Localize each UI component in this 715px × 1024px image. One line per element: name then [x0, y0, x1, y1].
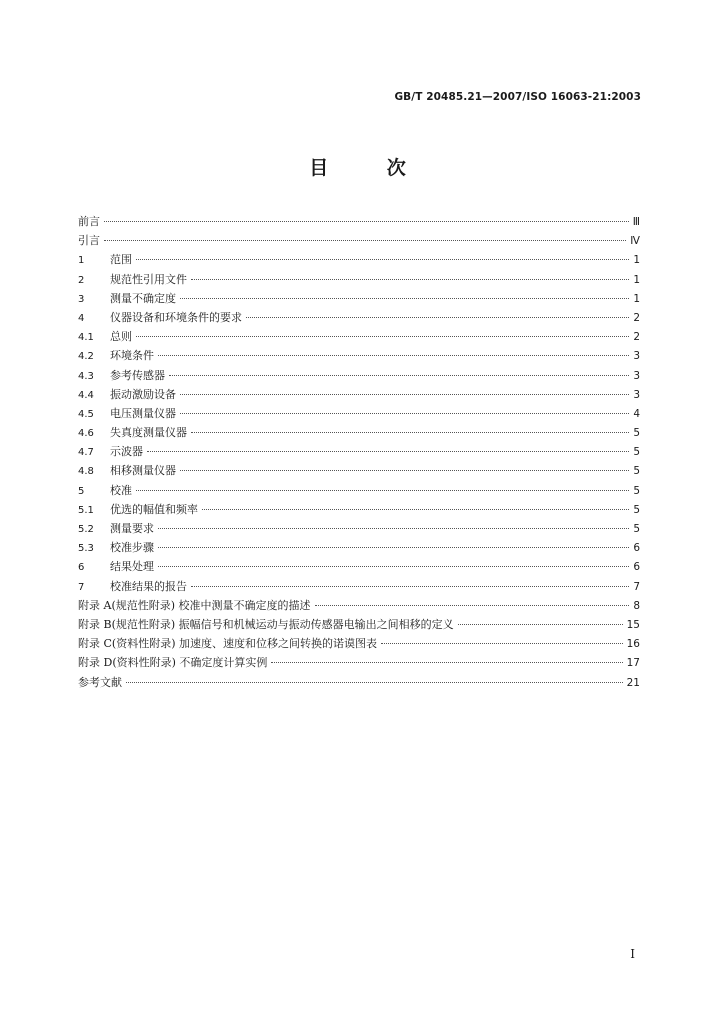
toc-entry-title: 附录 A(规范性附录) 校准中测量不确定度的描述	[78, 598, 311, 612]
toc-entry-title: 附录 D(资料性附录) 不确定度计算实例	[78, 656, 268, 670]
toc-entry-number: 5.2	[78, 524, 94, 535]
toc-leader-dots	[158, 547, 629, 548]
toc-entry-page: Ⅳ	[630, 235, 640, 248]
toc-entry-title: 失真度测量仪器	[110, 426, 187, 440]
toc-entry[interactable]	[78, 596, 640, 615]
toc-entry-title: 附录 C(资料性附录) 加速度、速度和位移之间转换的诺谟图表	[78, 637, 377, 651]
toc-entry-title: 示波器	[110, 445, 143, 459]
toc-entry[interactable]	[78, 423, 640, 442]
toc-entry-title: 引言	[78, 234, 100, 248]
toc-entry-page: 1	[633, 273, 640, 286]
toc-leader-dots	[158, 355, 629, 356]
toc-entry-number: 4	[78, 312, 85, 324]
toc-leader-dots	[136, 336, 629, 337]
toc-entry-title: 优选的幅值和频率	[110, 502, 198, 516]
toc-entry[interactable]	[78, 289, 640, 308]
toc-leader-dots	[271, 662, 622, 663]
toc-entry[interactable]	[78, 270, 640, 289]
toc-entry-title: 环境条件	[110, 349, 154, 363]
toc-entry-page: 15	[626, 618, 640, 631]
toc-leader-dots	[381, 643, 623, 644]
toc-leader-dots	[180, 413, 629, 414]
toc-entry-number: 3	[78, 293, 85, 305]
toc-entry-page: 2	[633, 311, 640, 324]
page-title: 目 次	[309, 157, 432, 179]
toc-entry[interactable]	[78, 442, 640, 461]
toc-entry[interactable]	[78, 519, 640, 538]
toc-entry-title: 测量要求	[110, 522, 154, 535]
toc-entry[interactable]	[78, 577, 640, 596]
toc-entry[interactable]	[78, 385, 640, 404]
toc-entry-page: 17	[626, 657, 640, 670]
toc-leader-dots	[158, 566, 629, 567]
toc-entry[interactable]	[78, 366, 640, 385]
toc-entry-page: 7	[633, 580, 640, 593]
toc-entry[interactable]	[78, 327, 640, 346]
toc-entry-page: 21	[626, 676, 640, 689]
toc-entry-page: Ⅲ	[632, 216, 640, 228]
toc-entry-title: 校准结果的报告	[110, 579, 187, 593]
toc-entry-page: 3	[633, 350, 640, 363]
toc-entry-title: 结果处理	[110, 560, 154, 574]
toc-leader-dots	[126, 682, 623, 683]
toc-entry-title: 参考文献	[78, 675, 122, 689]
toc-entry[interactable]	[78, 634, 640, 653]
toc-entry-page: 1	[633, 254, 640, 267]
toc-leader-dots	[136, 490, 629, 491]
toc-leader-dots	[191, 279, 629, 280]
toc-entry[interactable]	[78, 212, 640, 231]
toc-entry-title: 相移测量仪器	[110, 464, 176, 478]
toc-entry-page: 5	[633, 446, 640, 459]
toc-entry-title: 参考传感器	[110, 368, 165, 382]
table-of-contents	[78, 212, 640, 692]
toc-leader-dots	[180, 394, 629, 395]
toc-entry-page: 1	[633, 292, 640, 305]
toc-entry-number: 6	[78, 562, 85, 574]
toc-entry-title: 测量不确定度	[110, 291, 176, 305]
toc-entry-title: 总则	[110, 330, 132, 344]
toc-leader-dots	[202, 509, 629, 510]
toc-entry-page: 2	[633, 331, 640, 344]
toc-entry-number: 5	[78, 485, 85, 497]
toc-entry-page: 3	[633, 388, 640, 401]
toc-entry-title: 电压测量仪器	[110, 406, 176, 420]
toc-leader-dots	[147, 451, 629, 452]
toc-entry-page: 4	[633, 407, 640, 420]
toc-entry-title: 校准步骤	[110, 541, 154, 555]
page-number: I	[630, 947, 635, 961]
toc-entry-page: 5	[633, 427, 640, 440]
toc-entry[interactable]	[78, 231, 640, 250]
toc-leader-dots	[180, 298, 629, 299]
toc-entry-title: 振动激励设备	[110, 387, 176, 401]
toc-entry-number: 4.1	[78, 332, 94, 344]
toc-entry-number: 2	[78, 274, 85, 286]
toc-entry-title: 附录 B(规范性附录) 振幅信号和机械运动与振动传感器电输出之间相移的定义	[78, 617, 454, 631]
toc-entry-number: 4.5	[78, 408, 94, 420]
toc-leader-dots	[246, 317, 629, 318]
toc-entry[interactable]	[78, 346, 640, 365]
toc-leader-dots	[180, 470, 629, 471]
toc-entry[interactable]	[78, 615, 640, 634]
toc-entry-page: 5	[633, 484, 640, 497]
toc-leader-dots	[191, 586, 629, 587]
toc-entry-page: 5	[633, 523, 640, 535]
toc-entry[interactable]	[78, 461, 640, 480]
toc-entry-number: 7	[78, 581, 85, 593]
toc-entry-title: 规范性引用文件	[110, 272, 187, 286]
toc-entry[interactable]	[78, 538, 640, 557]
toc-entry[interactable]	[78, 673, 640, 692]
toc-leader-dots	[136, 259, 629, 260]
toc-entry-title: 校准	[110, 483, 132, 497]
toc-entry-page: 16	[626, 638, 640, 651]
toc-entry-number: 4.3	[78, 370, 94, 382]
standard-number: GB/T 20485.21—2007/ISO 16063-21:2003	[394, 91, 641, 103]
toc-entry-title: 前言	[78, 215, 100, 228]
toc-leader-dots	[191, 432, 629, 433]
toc-entry[interactable]	[78, 500, 640, 519]
toc-leader-dots	[169, 375, 629, 376]
toc-entry-page: 6	[633, 542, 640, 555]
toc-entry[interactable]	[78, 308, 640, 327]
toc-entry-page: 5	[633, 465, 640, 478]
toc-entry-page: 5	[633, 503, 640, 516]
toc-leader-dots	[104, 221, 629, 222]
toc-leader-dots	[158, 528, 629, 529]
toc-leader-dots	[315, 605, 630, 606]
toc-entry-number: 4.4	[78, 389, 94, 401]
toc-entry-number: 4.7	[78, 447, 94, 459]
toc-entry[interactable]	[78, 481, 640, 500]
toc-entry-number: 4.8	[78, 466, 94, 478]
toc-entry-page: 3	[633, 369, 640, 382]
toc-leader-dots	[458, 624, 623, 625]
toc-entry[interactable]	[78, 250, 640, 269]
toc-entry-number: 5.1	[78, 504, 94, 516]
toc-entry[interactable]	[78, 557, 640, 576]
toc-entry-number: 5.3	[78, 543, 94, 555]
toc-entry-title: 仪器设备和环境条件的要求	[110, 310, 242, 324]
toc-leader-dots	[104, 240, 626, 241]
toc-entry-title: 范围	[110, 253, 132, 267]
toc-entry[interactable]	[78, 653, 640, 672]
toc-entry-number: 4.6	[78, 428, 94, 440]
toc-entry-page: 6	[633, 561, 640, 574]
toc-entry[interactable]	[78, 404, 640, 423]
toc-entry-number: 1	[78, 255, 85, 267]
toc-entry-page: 8	[633, 599, 640, 612]
toc-entry-number: 4.2	[78, 351, 94, 363]
